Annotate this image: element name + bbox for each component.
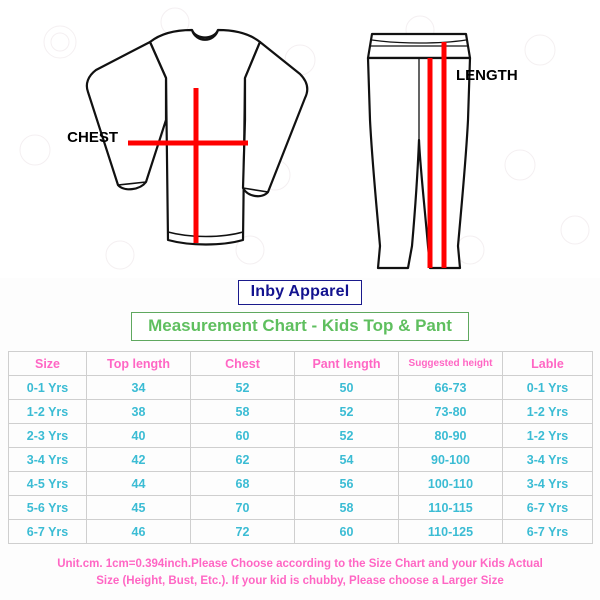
cell-size: 0-1 Yrs bbox=[9, 376, 87, 400]
cell-lable: 3-4 Yrs bbox=[503, 448, 593, 472]
table-row bbox=[9, 424, 593, 448]
cell-pant-length: 58 bbox=[295, 496, 399, 520]
cell-chest: 62 bbox=[191, 448, 295, 472]
column-header-chest: Chest bbox=[191, 352, 295, 376]
cell-pant-length: 56 bbox=[295, 472, 399, 496]
cell-size: 2-3 Yrs bbox=[9, 424, 87, 448]
cell-top-length: 46 bbox=[87, 520, 191, 544]
cell-top-length: 45 bbox=[87, 496, 191, 520]
cell-suggested-height: 110-115 bbox=[399, 496, 503, 520]
cell-top-length: 38 bbox=[87, 400, 191, 424]
column-header-pant-length: Pant length bbox=[295, 352, 399, 376]
cell-lable: 1-2 Yrs bbox=[503, 400, 593, 424]
footer-line-2: Size (Height, Bust, Etc.). If your kid is chubby, Please choose a Larger Size bbox=[96, 575, 504, 587]
cell-pant-length: 54 bbox=[295, 448, 399, 472]
cell-size: 3-4 Yrs bbox=[9, 448, 87, 472]
footer-line-1: Unit.cm. 1cm=0.394inch.Please Choose according to the Size Chart and your Kids Actual bbox=[57, 558, 543, 570]
table-row bbox=[9, 400, 593, 424]
cell-suggested-height: 90-100 bbox=[399, 448, 503, 472]
cell-chest: 72 bbox=[191, 520, 295, 544]
column-header-size: Size bbox=[9, 352, 87, 376]
column-header-lable: Lable bbox=[503, 352, 593, 376]
cell-pant-length: 60 bbox=[295, 520, 399, 544]
title-wrap bbox=[0, 312, 600, 341]
table-row bbox=[9, 376, 593, 400]
footer-note bbox=[0, 556, 600, 590]
cell-size: 1-2 Yrs bbox=[9, 400, 87, 424]
chest-label: CHEST bbox=[67, 129, 118, 146]
length-label: LENGTH bbox=[456, 67, 518, 84]
table-row bbox=[9, 472, 593, 496]
cell-size: 4-5 Yrs bbox=[9, 472, 87, 496]
column-header-suggested-height: Suggested height bbox=[399, 352, 503, 376]
cell-suggested-height: 66-73 bbox=[399, 376, 503, 400]
brand-wrap bbox=[0, 280, 600, 305]
cell-pant-length: 52 bbox=[295, 424, 399, 448]
cell-chest: 60 bbox=[191, 424, 295, 448]
garment-illustration bbox=[0, 0, 600, 278]
cell-lable: 0-1 Yrs bbox=[503, 376, 593, 400]
cell-suggested-height: 110-125 bbox=[399, 520, 503, 544]
cell-lable: 6-7 Yrs bbox=[503, 496, 593, 520]
cell-suggested-height: 80-90 bbox=[399, 424, 503, 448]
brand-name: Inby Apparel bbox=[238, 280, 363, 305]
cell-lable: 6-7 Yrs bbox=[503, 520, 593, 544]
cell-lable: 3-4 Yrs bbox=[503, 472, 593, 496]
cell-chest: 70 bbox=[191, 496, 295, 520]
cell-top-length: 42 bbox=[87, 448, 191, 472]
table-row bbox=[9, 520, 593, 544]
cell-pant-length: 52 bbox=[295, 400, 399, 424]
cell-top-length: 34 bbox=[87, 376, 191, 400]
cell-size: 6-7 Yrs bbox=[9, 520, 87, 544]
table-row bbox=[9, 448, 593, 472]
size-chart-table bbox=[8, 351, 593, 544]
table-header-row bbox=[9, 352, 593, 376]
cell-top-length: 40 bbox=[87, 424, 191, 448]
cell-lable: 1-2 Yrs bbox=[503, 424, 593, 448]
cell-size: 5-6 Yrs bbox=[9, 496, 87, 520]
cell-chest: 52 bbox=[191, 376, 295, 400]
cell-suggested-height: 100-110 bbox=[399, 472, 503, 496]
cell-top-length: 44 bbox=[87, 472, 191, 496]
cell-chest: 68 bbox=[191, 472, 295, 496]
page-title: Measurement Chart - Kids Top & Pant bbox=[131, 312, 469, 341]
cell-chest: 58 bbox=[191, 400, 295, 424]
column-header-top-length: Top length bbox=[87, 352, 191, 376]
cell-pant-length: 50 bbox=[295, 376, 399, 400]
cell-suggested-height: 73-80 bbox=[399, 400, 503, 424]
table-row bbox=[9, 496, 593, 520]
